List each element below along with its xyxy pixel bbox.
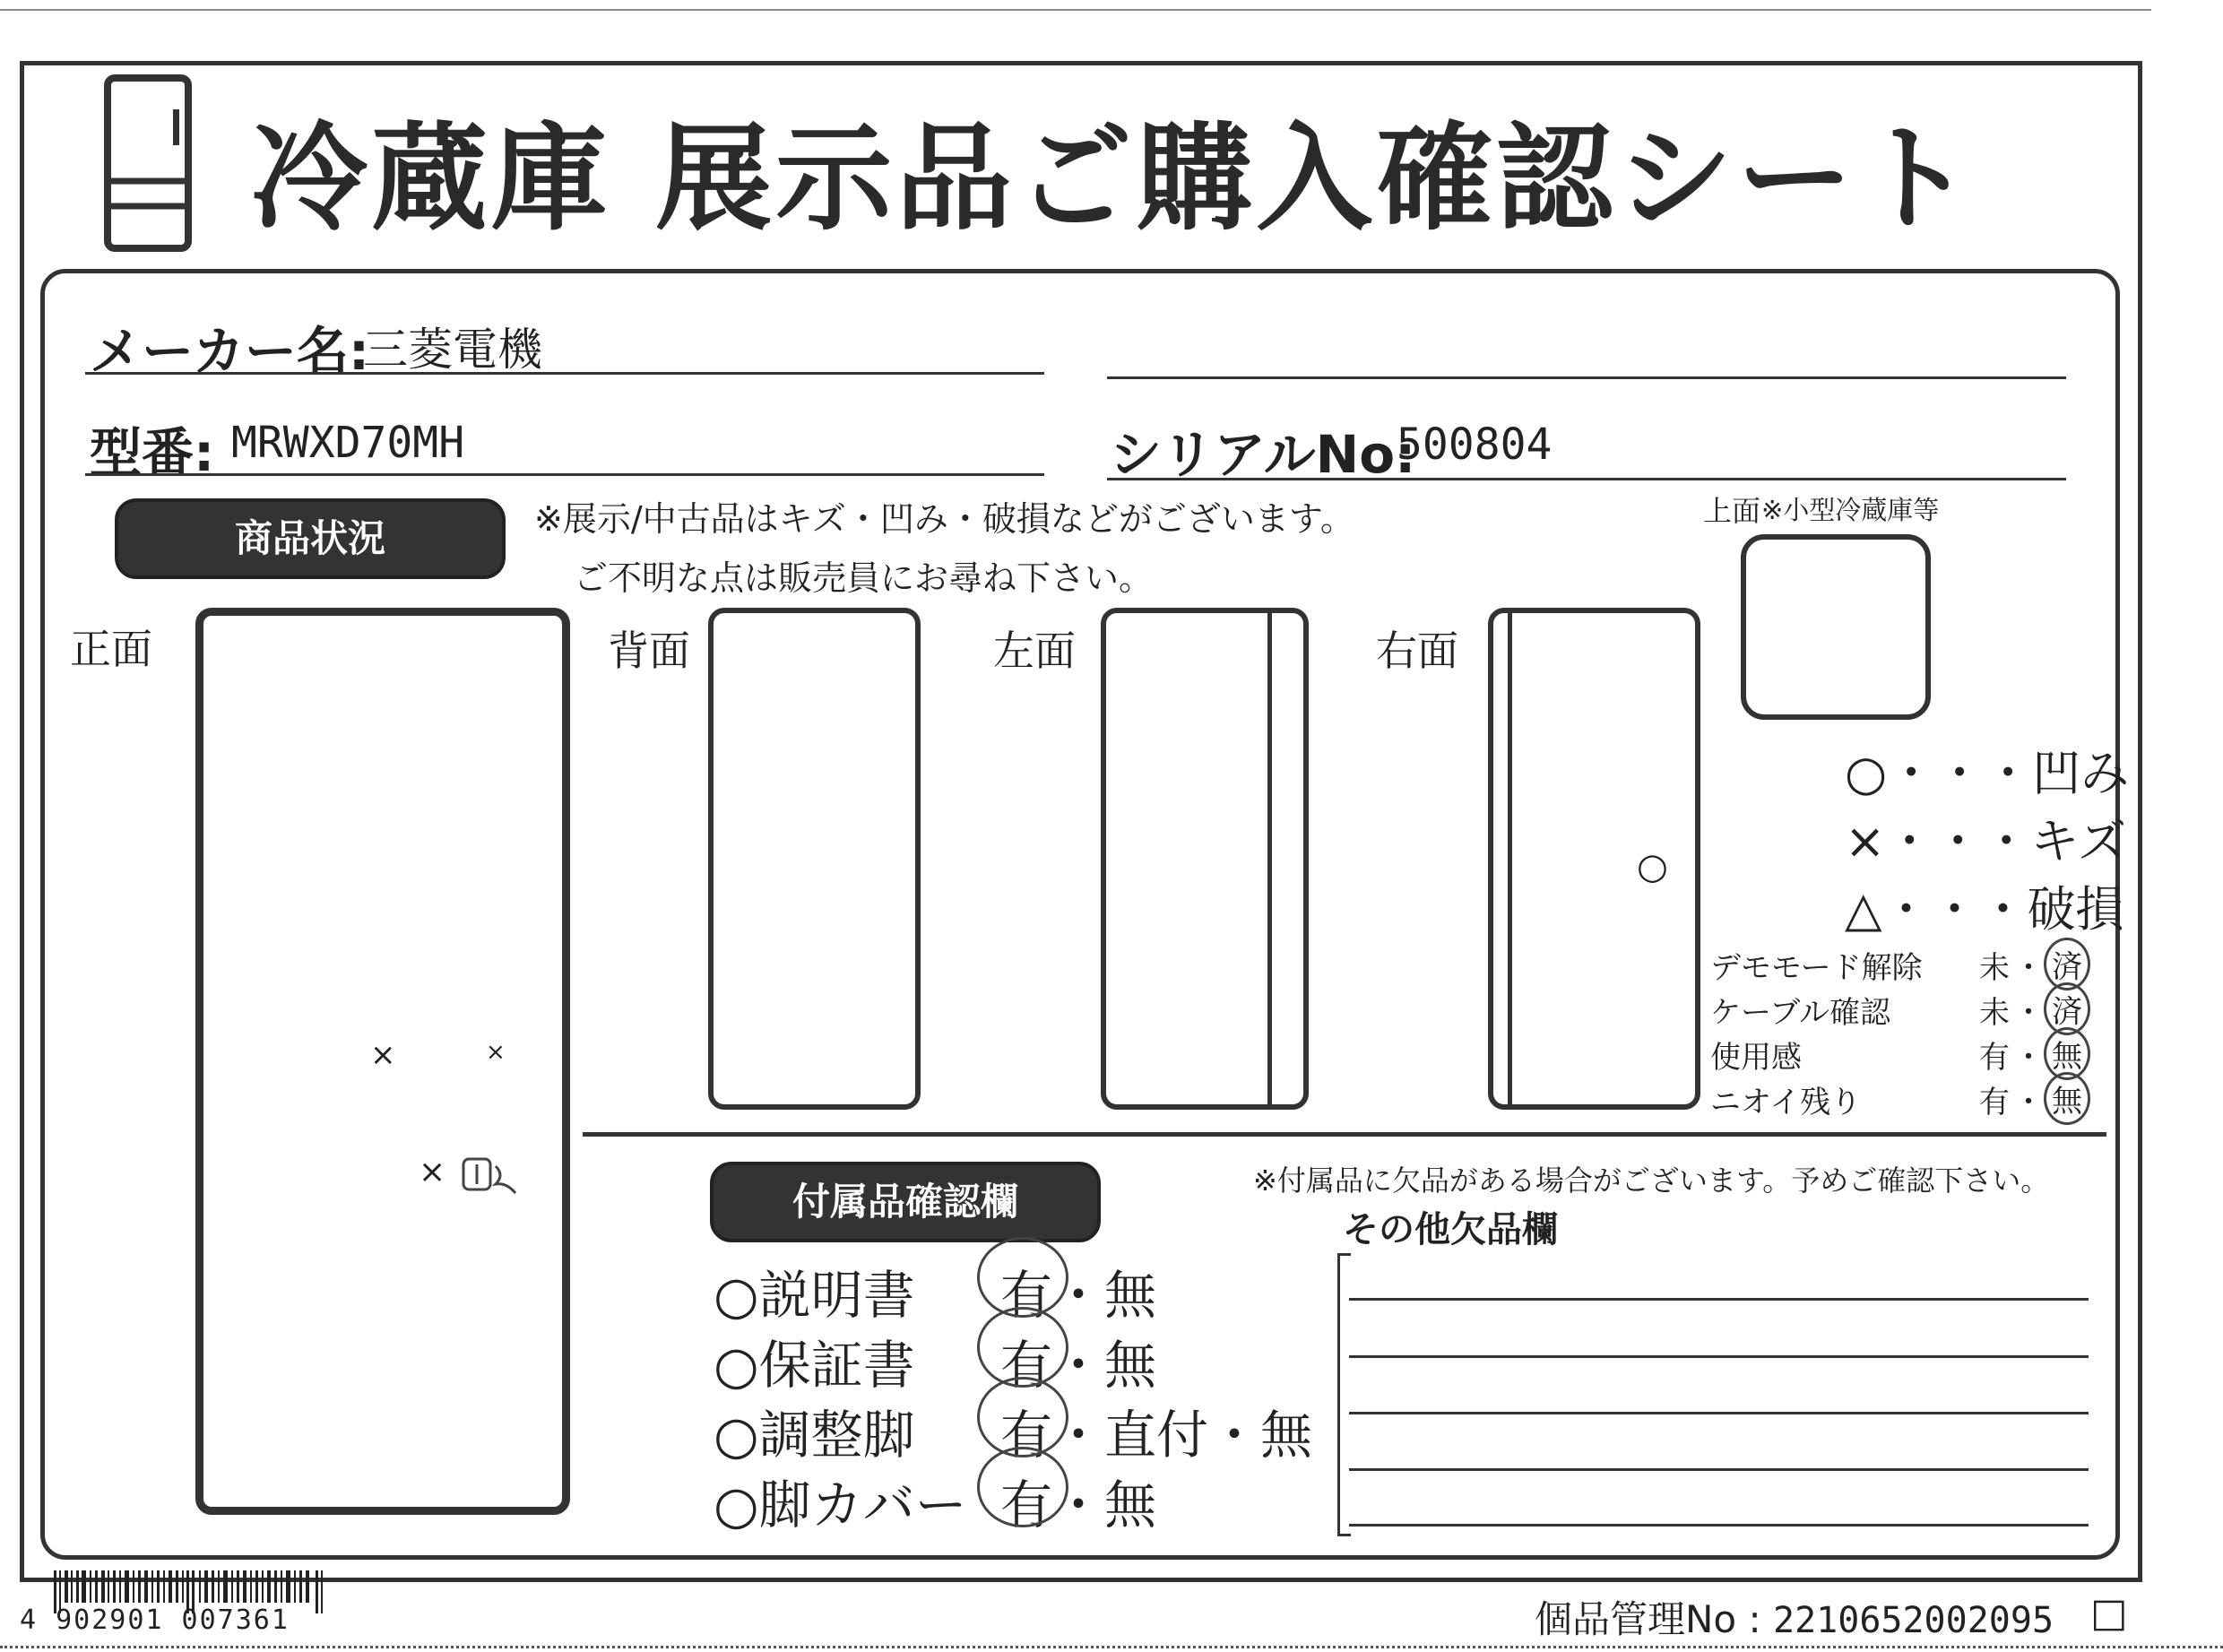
barcode-number: 4 902901 007361 [20, 1604, 290, 1636]
fridge-icon [103, 74, 193, 253]
check-option-selected: 済 [2044, 982, 2090, 1035]
other-missing-line [1349, 1298, 2089, 1301]
selected-circle [977, 1307, 1068, 1388]
check-label: デモモード解除 [1710, 950, 1923, 986]
maker-underline [85, 372, 1044, 375]
check-row: デモモード解除 未 ・ 済 [1710, 943, 2105, 986]
accessory-label: ○保証書 [714, 1335, 915, 1396]
scan-bottom-line [0, 1646, 2223, 1648]
back-panel [708, 608, 921, 1110]
legend-meaning: 破損 [2027, 881, 2124, 938]
check-option-no: 未 [1979, 995, 2010, 1031]
check-row: 使用感 有 ・ 無 [1710, 1033, 2105, 1076]
maker-value: 三菱電機 [363, 324, 542, 376]
selected-circle [977, 1447, 1068, 1527]
damage-symbol-icon: △ [1845, 881, 1882, 938]
control-checkbox: □ [2090, 1590, 2128, 1636]
accessory-label: ○説明書 [714, 1265, 915, 1326]
control-number [1535, 1590, 2054, 1644]
scan-top-line [0, 9, 2151, 11]
check-option-selected: 無 [2044, 1072, 2090, 1125]
condition-note-line1: ※展示/中古品はキズ・凹み・破損などがございます。 [534, 499, 1354, 539]
legend-row: △・・・破損 [1845, 881, 2124, 938]
selected-circles [977, 1237, 1076, 1542]
check-option-yes: 有 [1979, 1040, 2010, 1076]
other-missing-line [1349, 1412, 2089, 1414]
accessory-options: 有・無 [1000, 1335, 1157, 1396]
accessories-note: ※付属品に欠品がある場合がございます。予めご確認下さい。 [1253, 1163, 2050, 1198]
accessory-options: 有・無 [1000, 1265, 1157, 1326]
other-missing-heading: その他欠品欄 [1343, 1209, 1558, 1250]
check-row: ケーブル確認 未 ・ 済 [1710, 988, 2105, 1031]
check-row: ニオイ残り 有 ・ 無 [1710, 1077, 2105, 1120]
serial-value: 500804 [1397, 419, 1553, 470]
condition-heading: 商品状況 [115, 498, 506, 579]
right-mark: ○ [1637, 846, 1668, 887]
right-panel-door-edge [1508, 613, 1512, 1104]
front-dent-sketch [460, 1154, 523, 1198]
legend-meaning: キズ [2030, 813, 2127, 869]
model-underline [85, 473, 1044, 476]
left-panel [1101, 608, 1309, 1110]
check-option-selected: 無 [2044, 1027, 2090, 1080]
check-label: ケーブル確認 [1710, 995, 1890, 1031]
other-missing-line [1349, 1524, 2089, 1527]
legend-row: ○・・・凹み [1845, 745, 2130, 801]
accessory-label: ○脚カバー [714, 1475, 967, 1535]
front-panel [195, 608, 570, 1515]
control-number-label: 個品管理No : [1535, 1597, 1761, 1641]
serial-underline [1107, 478, 2066, 480]
left-label: 左面 [993, 627, 1076, 675]
check-label: ニオイ残り [1710, 1085, 1862, 1120]
accessory-options: 有・無 [1000, 1475, 1157, 1535]
section-divider [583, 1132, 2106, 1137]
front-mark-3: × [419, 1154, 446, 1190]
check-option-selected: 済 [2044, 938, 2090, 990]
blank-underline [1107, 376, 2066, 379]
control-number-value: 2210652002095 [1772, 1600, 2054, 1641]
selected-circle [977, 1237, 1068, 1318]
selected-circle [977, 1377, 1068, 1457]
left-panel-door-edge [1267, 613, 1272, 1104]
other-missing-line [1349, 1468, 2089, 1471]
back-label: 背面 [608, 627, 690, 675]
front-mark-2: × [486, 1039, 506, 1066]
top-label: 上面 [1703, 494, 1761, 528]
right-panel [1488, 608, 1700, 1110]
maker-label: メーカー名: [90, 321, 370, 382]
condition-note-line2: ご不明な点は販売員にお尋ね下さい。 [574, 558, 1154, 598]
model-value: MRWXD70MH [231, 418, 465, 468]
dent-symbol-icon: ○ [1845, 745, 1888, 801]
legend-row: ×・・・キズ [1845, 813, 2127, 869]
check-label: 使用感 [1710, 1040, 1802, 1076]
top-panel [1741, 534, 1931, 720]
check-option-no: 未 [1979, 950, 2010, 986]
top-note: ※小型冷蔵庫等 [1761, 495, 1940, 525]
accessory-label: ○調整脚 [714, 1405, 915, 1466]
right-label: 右面 [1376, 627, 1458, 675]
legend-meaning: 凹み [2032, 745, 2130, 801]
other-missing-line [1349, 1355, 2089, 1358]
scratch-symbol-icon: × [1845, 813, 1886, 869]
accessory-options: 有・直付・無 [1000, 1405, 1313, 1466]
accessories-heading: 付属品確認欄 [710, 1162, 1101, 1242]
check-option-yes: 有 [1979, 1085, 2010, 1120]
sheet-title: 冷蔵庫 展示品ご購入確認シート [251, 110, 1977, 247]
model-label: 型番: [90, 422, 215, 483]
legend [1845, 735, 2129, 939]
serial-label: シリアルNo: [1110, 424, 1416, 485]
front-mark-1: × [370, 1037, 396, 1073]
other-missing-bracket [1337, 1253, 1351, 1536]
front-label: 正面 [70, 625, 152, 673]
